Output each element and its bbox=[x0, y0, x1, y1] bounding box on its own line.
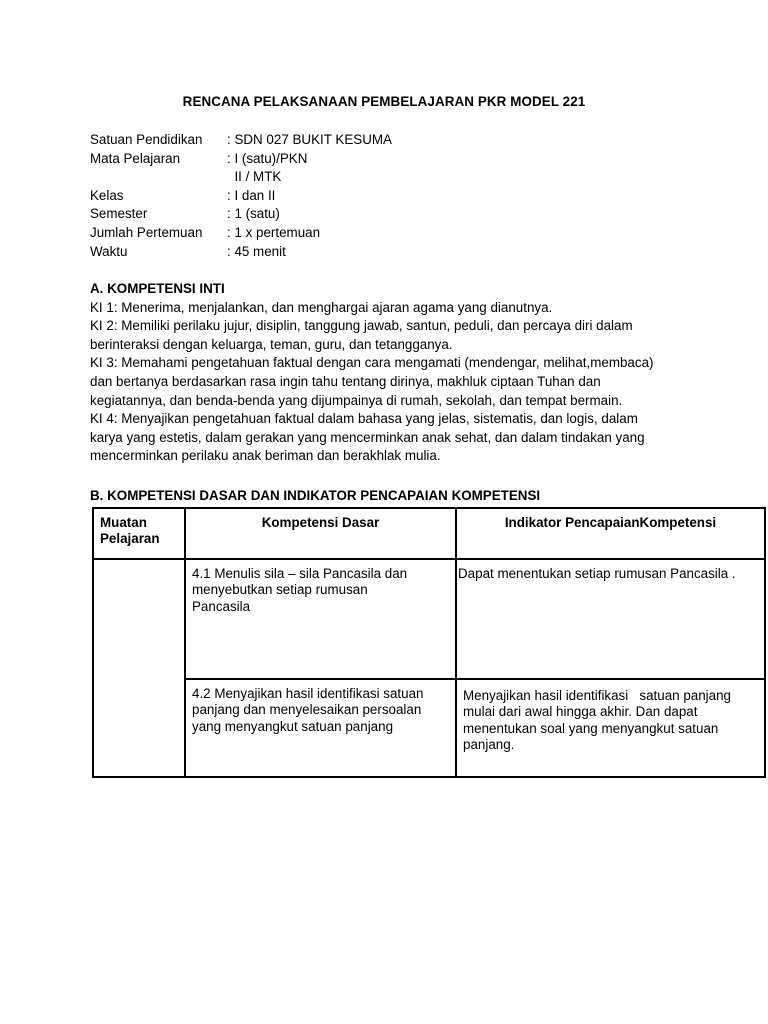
header-muatan-pelajaran bbox=[93, 508, 185, 559]
identity-row-mata-pelajaran-cont bbox=[90, 168, 690, 187]
identity-value: II / MTK bbox=[227, 169, 282, 185]
ki-line: karya yang estetis, dalam gerakan yang mencerminkan anak sehat, dan dalam tindakan yang bbox=[90, 429, 645, 445]
identity-label: Kelas bbox=[90, 187, 124, 203]
cell-indikator bbox=[456, 679, 765, 777]
cell-line: Pancasila bbox=[192, 598, 251, 614]
ki-line: KI 4: Menyajikan pengetahuan faktual dalam bahasa yang jelas, sistematis, dan logis, dalam bbox=[90, 411, 638, 427]
cell-line: Dapat menentukan setiap rumusan Pancasila . bbox=[458, 566, 736, 581]
cell-line: yang menyangkut satuan panjang bbox=[192, 718, 394, 734]
identity-value: : I dan II bbox=[227, 187, 276, 203]
ki-line: KI 1: Menerima, menjalankan, dan menghargai ajaran agama yang dianutnya. bbox=[90, 299, 553, 315]
cell-muatan bbox=[93, 559, 185, 777]
identity-row-semester bbox=[90, 205, 690, 224]
ki-line: dan bertanya berdasarkan rasa ingin tahu tentang dirinya, makhluk ciptaan Tuhan dan bbox=[90, 373, 601, 389]
cell-line: 4.2 Menyajikan hasil identifikasi satuan bbox=[192, 686, 424, 701]
cell-line: 4.1 Menulis sila – sila Pancasila dan bbox=[192, 566, 408, 581]
identity-value: : I (satu)/PKN bbox=[227, 150, 308, 166]
ki-line: kegiatannya, dan benda-benda yang dijumpainya di rumah, sekolah, dan tempat bermain. bbox=[90, 392, 623, 408]
section-b-heading: B. KOMPETENSI DASAR DAN INDIKATOR PENCAPAIAN KOMPETENSI bbox=[90, 488, 541, 503]
ki-line: mencerminkan perilaku anak beriman dan berakhlak mulia. bbox=[90, 448, 441, 464]
cell-line: panjang. bbox=[463, 737, 515, 753]
section-a-heading: A. KOMPETENSI INTI bbox=[90, 281, 225, 296]
identity-label: Mata Pelajaran bbox=[90, 150, 181, 166]
identity-label: Jumlah Pertemuan bbox=[90, 224, 203, 240]
identity-value: : 45 menit bbox=[227, 243, 286, 259]
cell-kompetensi-dasar bbox=[185, 679, 456, 777]
identity-row-satuan-pendidikan bbox=[90, 131, 690, 150]
cell-line: Menyajikan hasil identifikasi satuan panjang bbox=[463, 688, 731, 703]
identity-value: : SDN 027 BUKIT KESUMA bbox=[227, 132, 392, 147]
identity-row-kelas bbox=[90, 187, 690, 206]
identity-block bbox=[90, 131, 690, 261]
identity-row-jumlah-pertemuan bbox=[90, 224, 690, 243]
cell-line: panjang dan menyelesaikan persoalan bbox=[192, 702, 422, 718]
section-kompetensi-dasar bbox=[90, 487, 690, 506]
identity-label: Waktu bbox=[90, 243, 128, 259]
header-indikator: Indikator PencapaianKompetensi bbox=[456, 508, 765, 559]
ki-paragraphs bbox=[90, 299, 690, 466]
identity-label: Satuan Pendidikan bbox=[90, 132, 203, 147]
cell-line: menyebutkan setiap rumusan bbox=[192, 582, 368, 598]
table-row bbox=[93, 679, 765, 777]
identity-row-waktu bbox=[90, 243, 690, 262]
ki-line: KI 2: Memiliki perilaku jujur, disiplin, tanggung jawab, santun, peduli, dan percaya diri dalam bbox=[90, 318, 633, 334]
kompetensi-table bbox=[92, 507, 766, 778]
header-kompetensi-dasar: Kompetensi Dasar bbox=[185, 508, 456, 559]
cell-kompetensi-dasar bbox=[185, 559, 456, 679]
identity-row-mata-pelajaran bbox=[90, 150, 690, 169]
identity-value: : 1 (satu) bbox=[227, 206, 280, 222]
table-header-row bbox=[93, 508, 765, 559]
cell-indikator bbox=[456, 559, 765, 679]
ki-line: KI 3: Memahami pengetahuan faktual dengan cara mengamati (mendengar, melihat,membaca) bbox=[90, 355, 654, 371]
section-kompetensi-inti bbox=[90, 280, 690, 466]
header-line: Pelajaran bbox=[100, 531, 160, 547]
identity-label: Semester bbox=[90, 206, 148, 222]
header-line: Muatan bbox=[100, 515, 147, 530]
document-title: RENCANA PELAKSANAAN PEMBELAJARAN PKR MODEL 221 bbox=[182, 94, 586, 109]
ki-line: berinteraksi dengan keluarga, teman, guru, dan tetangganya. bbox=[90, 336, 453, 352]
table-row bbox=[93, 559, 765, 679]
identity-label bbox=[90, 168, 227, 187]
identity-value: : 1 x pertemuan bbox=[227, 224, 321, 240]
cell-line: mulai dari awal hingga akhir. Dan dapat bbox=[463, 704, 698, 720]
cell-line: menentukan soal yang menyangkut satuan bbox=[463, 720, 719, 736]
